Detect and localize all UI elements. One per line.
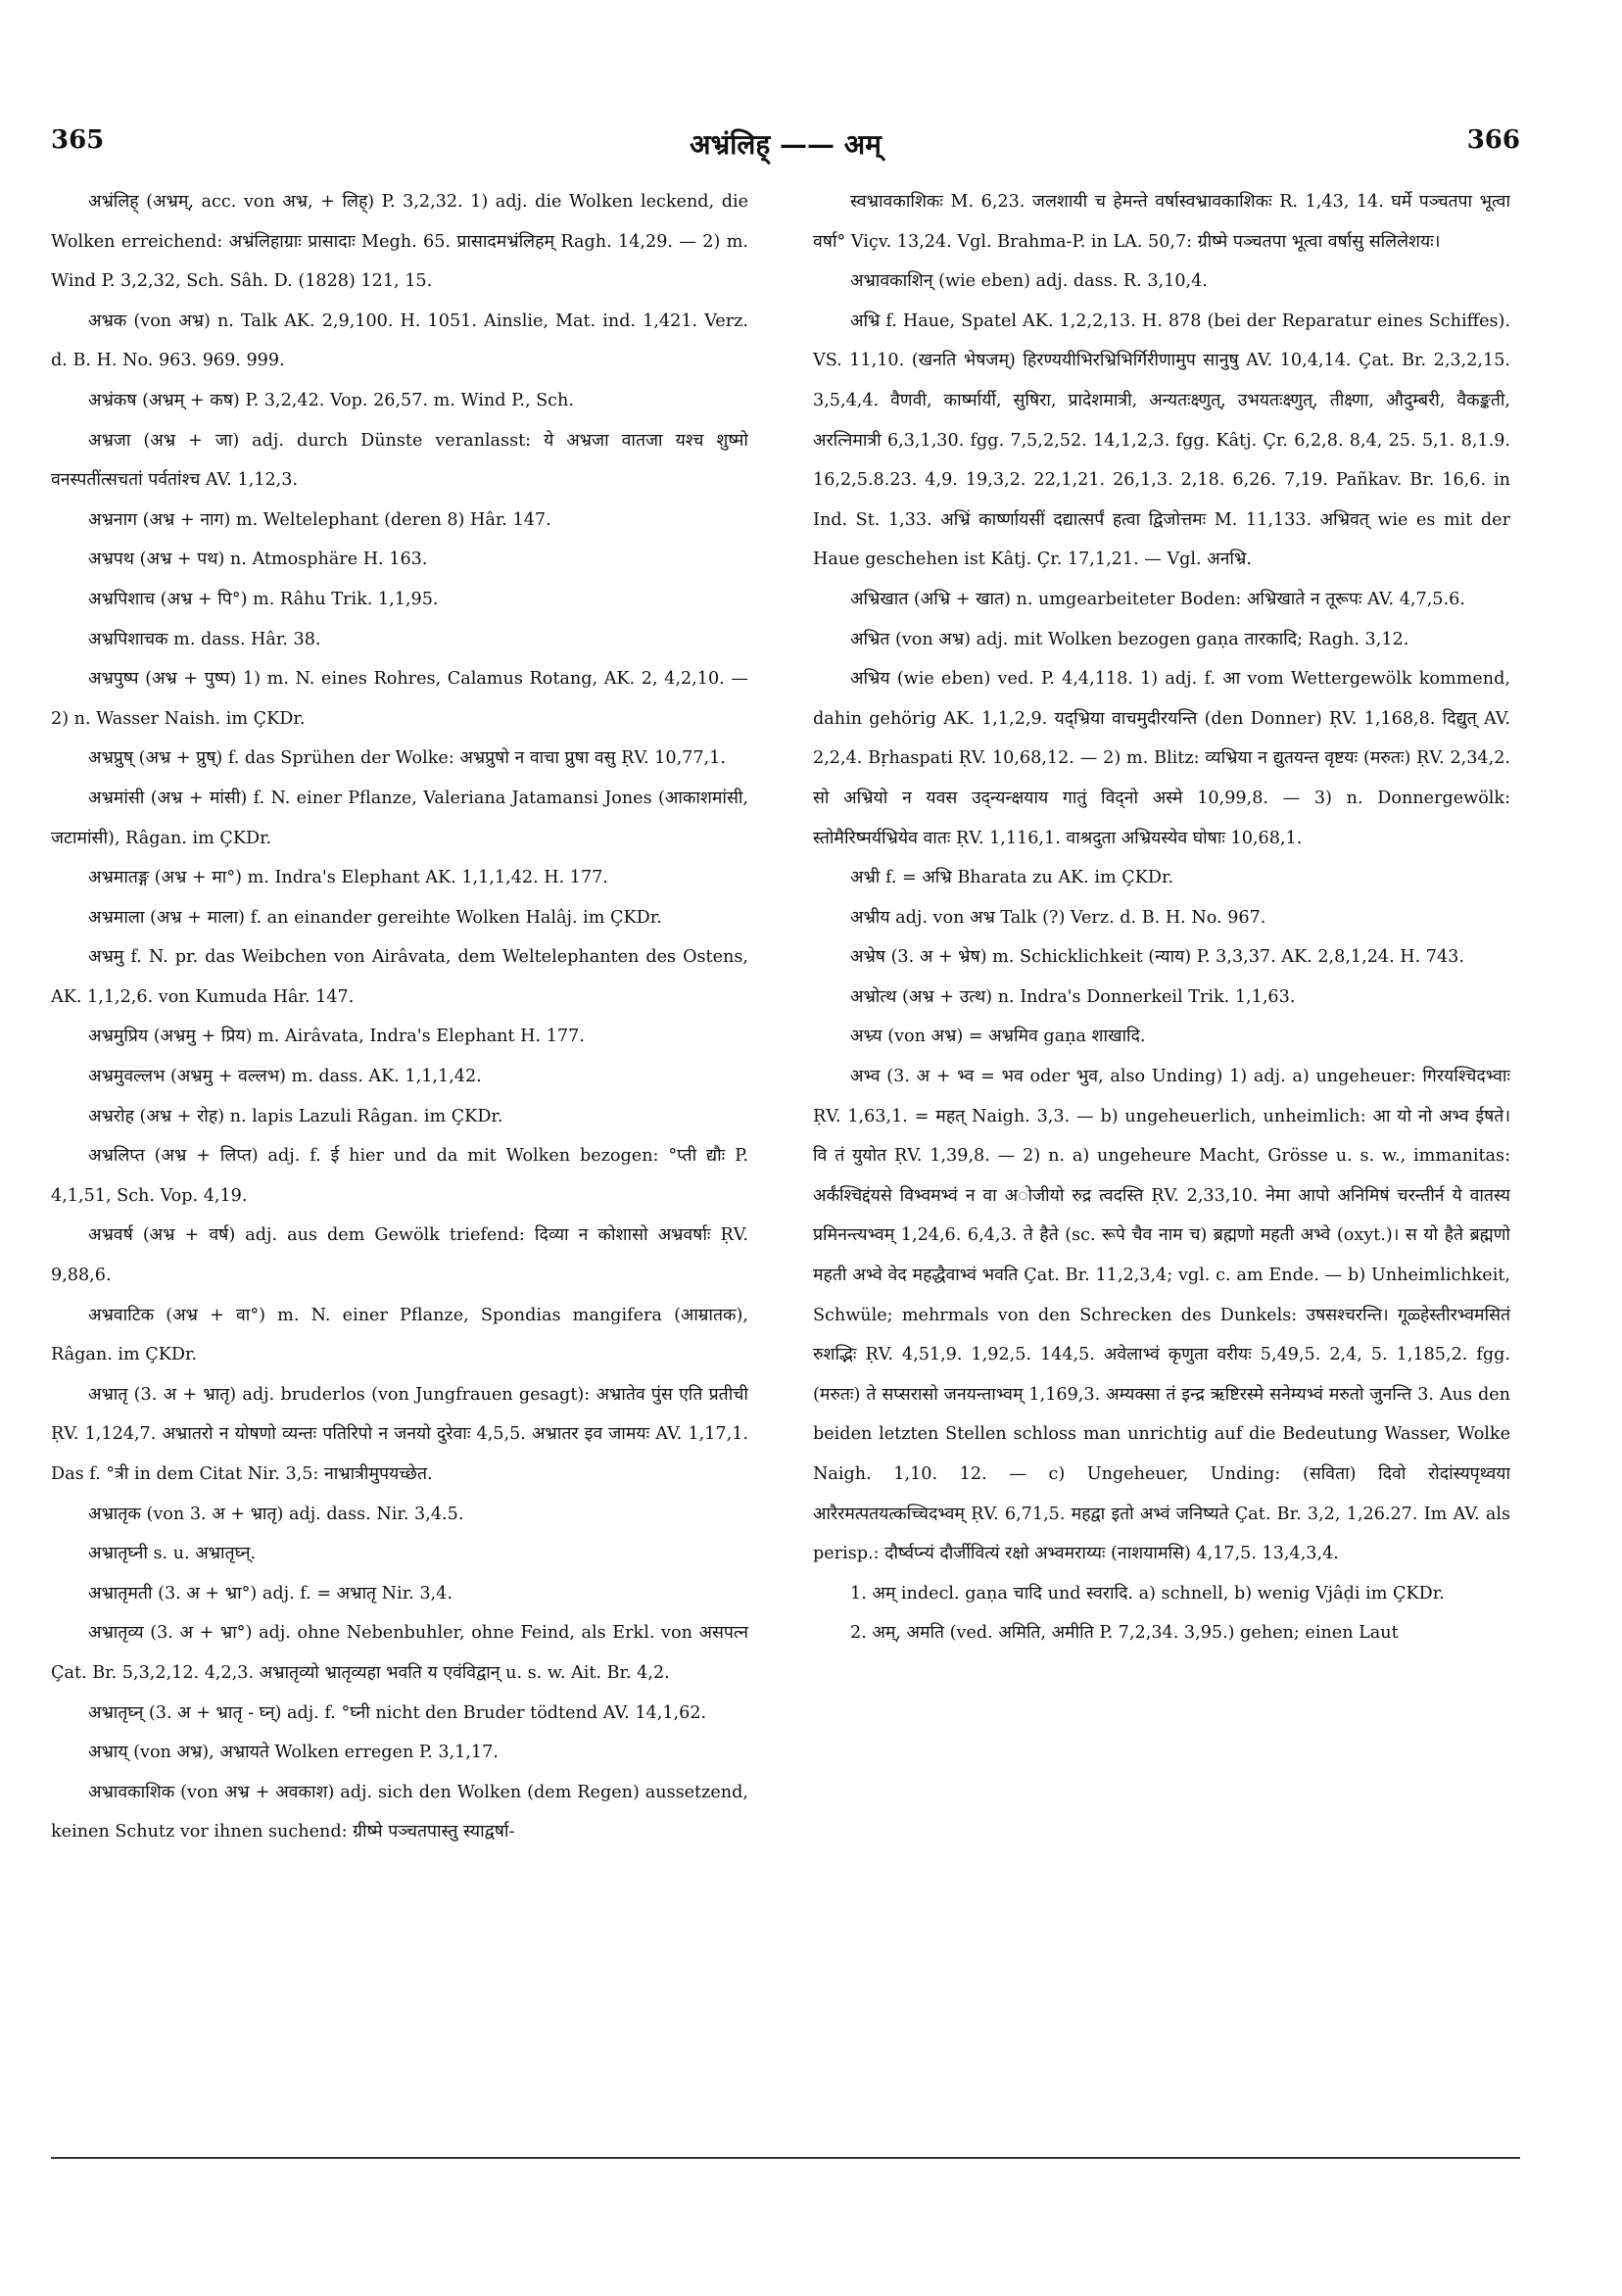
dictionary-entry: अभ्रवर्ष (अभ्र + वर्ष) adj. aus dem Gewölk triefend: दिव्या न कोशासो अभ्रवर्षाः ṚV. 9,88,6. bbox=[51, 1225, 748, 1286]
dictionary-entry: अभ्रपिशाचक m. dass. Hâr. 38. bbox=[88, 629, 321, 649]
dictionary-entry: अभ्रातृमती (3. अ + भ्रा°) adj. f. = अभ्रातृ Nir. 3,4. bbox=[88, 1583, 453, 1603]
dictionary-entry: अभ्रमुप्रिय (अभ्रमु + प्रिय) m. Airâvata, Indra's Elephant H. 177. bbox=[88, 1027, 585, 1047]
dictionary-entry: अभ्रनाग (अभ्र + नाग) m. Weltelephant (deren 8) Hâr. 147. bbox=[88, 509, 551, 530]
dictionary-entry: अभ्रमु f. N. pr. das Weibchen von Airâvata, dem Weltelephanten des Ostens, AK. 1,1,2,6. von Kumuda Hâr. 147. bbox=[51, 947, 748, 1007]
dictionary-entry: 1. अम् indecl. gaṇa चादि und स्वरादि. a) schnell, b) wenig Vjâḍi im ÇKDr. bbox=[850, 1583, 1445, 1603]
dictionary-entry: अभ्रमुवल्लभ (अभ्रमु + वल्लभ) m. dass. AK. 1,1,1,42. bbox=[88, 1067, 482, 1087]
dictionary-entry: अभ्रि f. Haue, Spatel AK. 1,2,2,13. H. 878 (bei der Reparatur eines Schiffes). VS. 11,10. (खनति भेषजम्) हिरण्ययीभिरभ्रिभिर्गिरीणामुप सानुषु AV. 10,4,14. Çat. Br. 2,3,2,15. 3,5,4,4. वैणवी, कार्ष्मार्यी, सुषिरा, प्रादेशमात्री, अन्यतःक्ष्णुत्, उभयतःक्ष्णुत्, तीक्ष्णा, औदुम्बरी, वैकङ्कती, अरत्निमात्री 6,3,1,30. fgg. 7,5,2,52. 14,1,2,3. fgg. Kâtj. Çr. 6,2,8. 8,4, 25. 5,1. 8,1.9. 16,2,5.8.23. 4,9. 19,3,2. 22,1,21. 26,1,3. 2,18. 6,26. 7,19. Pañkav. Br. 16,6. in Ind. St. 1,33. अभ्रिं कार्ष्णायसीं दद्यात्सर्पं हत्वा द्विजोत्तमः M. 11,133. अभ्रिवत् wie es mit der Haue geschehen ist Kâtj. Çr. 17,1,21. — Vgl. अनभ्रि. bbox=[813, 311, 1510, 570]
dictionary-entry: अभ्र्य (von अभ्र) = अभ्रमिव gaṇa शाखादि. bbox=[850, 1027, 1146, 1047]
running-head: अभ्रंलिह् —— अम् bbox=[690, 128, 882, 161]
page-number-right: 366 bbox=[1466, 125, 1520, 155]
dictionary-entry: अभ्रक (von अभ्र) n. Talk AK. 2,9,100. H. 1051. Ainslie, Mat. ind. 1,421. Verz. d. B. H. No. 963. 969. 999. bbox=[51, 311, 748, 371]
dictionary-entry: अभ्रंकष (अभ्रम् + कष) P. 3,2,42. Vop. 26,57. m. Wind P., Sch. bbox=[88, 390, 574, 410]
dictionary-entry: अभ्रपथ (अभ्र + पथ) n. Atmosphäre H. 163. bbox=[88, 550, 428, 570]
page-number-left: 365 bbox=[51, 125, 105, 155]
dictionary-entry: स्वभ्रावकाशिकः M. 6,23. जलशायी च हेमन्ते वर्षास्वभ्रावकाशिकः R. 1,43, 14. घर्मे पञ्चतपा भूत्वा वर्षा° Viçv. 13,24. Vgl. Brahma-P. in LA. 50,7: ग्रीष्मे पञ्चतपा भूत्वा वर्षासु सलिलेशयः। bbox=[813, 192, 1510, 252]
dictionary-entry: अभ्राय् (von अभ्र), अभ्रायते Wolken erregen P. 3,1,17. bbox=[88, 1743, 499, 1763]
dictionary-entry: अभ्रित (von अभ्र) adj. mit Wolken bezogen gaṇa तारकादि; Ragh. 3,12. bbox=[850, 629, 1409, 649]
dictionary-entry: अभ्रातृव्य (3. अ + भ्रा°) adj. ohne Nebenbuhler, ohne Feind, als Erkl. von असपत्न Çat. Br. 5,3,2,12. 4,2,3. अभ्रातृव्यो भ्रातृव्यहा भवति य एवंविद्वान् u. s. w. Ait. Br. 4,2. bbox=[51, 1623, 748, 1683]
dictionary-entry: अभ्रीय adj. von अभ्र Talk (?) Verz. d. B. H. No. 967. bbox=[850, 907, 1266, 928]
dictionary-entry: अभ्रजा (अभ्र + जा) adj. durch Dünste veranlasst: ये अभ्रजा वातजा यश्च शुष्मो वनस्पतींत्सचतां पर्वतांश्च AV. 1,12,3. bbox=[51, 430, 748, 491]
dictionary-entry: 2. अम्, अमति (ved. अमिति, अमीति P. 7,2,34. 3,95.) gehen; einen Laut bbox=[850, 1623, 1399, 1644]
dictionary-entry: अभ्रमांसी (अभ्र + मांसी) f. N. einer Pflanze, Valeriana Jatamansi Jones (आकाशमांसी, जटामांसी), Râgan. im ÇKDr. bbox=[51, 788, 748, 848]
dictionary-entry: अभ्रातृक (von 3. अ + भ्रातृ) adj. dass. Nir. 3,4.5. bbox=[88, 1504, 464, 1524]
page-header bbox=[51, 125, 1520, 174]
dictionary-entry: अभ्रातृघ्नी s. u. अभ्रातृघ्न्. bbox=[88, 1544, 257, 1564]
dictionary-entry: अभ्री f. = अभ्रि Bharata zu AK. im ÇKDr. bbox=[850, 868, 1174, 888]
left-column bbox=[51, 182, 748, 1936]
dictionary-entry: अभ्रपुष्प (अभ्र + पुष्प) 1) m. N. eines Rohres, Calamus Rotang, AK. 2, 4,2,10. — 2) n. Wasser Naish. im ÇKDr. bbox=[51, 669, 748, 729]
dictionary-entry: अभ्रमाला (अभ्र + माला) f. an einander gereihte Wolken Halâj. im ÇKDr. bbox=[88, 907, 662, 928]
dictionary-entry: अभ्रातृ (3. अ + भ्रातृ) adj. bruderlos (von Jungfrauen gesagt): अभ्रातेव पुंस एति प्रतीची ṚV. 1,124,7. अभ्रातरो न योषणो व्यन्तः पतिरिपो न जनयो दुरेवाः 4,5,5. अभ्रातर इव जामयः AV. 1,17,1. Das f. °त्री in dem Citat Nir. 3,5: नाभ्रात्रीमुपयच्छेत. bbox=[51, 1384, 748, 1484]
footer-rule bbox=[51, 2157, 1520, 2159]
dictionary-entry: अभ्रोत्थ (अभ्र + उत्थ) n. Indra's Donnerkeil Trik. 1,1,63. bbox=[850, 986, 1296, 1007]
dictionary-entry: अभ्रातृघ्न् (3. अ + भ्रातृ - घ्न्) adj. f. °घ्नी nicht den Bruder tödtend AV. 14,1,62. bbox=[88, 1702, 707, 1723]
dictionary-entry: अभ्रलिप्त (अभ्र + लिप्त) adj. f. ई hier und da mit Wolken bezogen: °प्ती द्यौः P. 4,1,51, Sch. Vop. 4,19. bbox=[51, 1146, 748, 1206]
dictionary-entry: अभ्रावकाशिक (von अभ्र + अवकाश) adj. sich den Wolken (dem Regen) aussetzend, keinen Schutz vor ihnen suchend: ग्रीष्मे पञ्चतपास्तु स्याद्वर्षा- bbox=[51, 1782, 748, 1842]
dictionary-entry: अभ्ररोह (अभ्र + रोह) n. lapis Lazuli Râgan. im ÇKDr. bbox=[88, 1106, 503, 1126]
dictionary-entry: अभ्रंलिह् (अभ्रम्, acc. von अभ्र, + लिह्) P. 3,2,32. 1) adj. die Wolken leckend, die Wolken erreichend: अभ्रंलिहाग्राः प्रासादाः Megh. 65. प्रासादमभ्रंलिहम् Ragh. 14,29. — 2) m. Wind P. 3,2,32, Sch. Sâh. D. (1828) 121, 15. bbox=[51, 192, 748, 292]
dictionary-entry: अभ्रमातङ्ग (अभ्र + मा°) m. Indra's Elephant AK. 1,1,1,42. H. 177. bbox=[88, 868, 608, 888]
dictionary-entry: अभ्रवाटिक (अभ्र + वा°) m. N. einer Pflanze, Spondias mangifera (आम्रातक), Râgan. im ÇKDr. bbox=[51, 1305, 748, 1365]
right-column bbox=[813, 182, 1510, 1936]
dictionary-entry: अभ्रेष (3. अ + भ्रेष) m. Schicklichkeit (न्याय) P. 3,3,37. AK. 2,8,1,24. H. 743. bbox=[850, 947, 1464, 968]
dictionary-entry: अभ्रावकाशिन् (wie eben) adj. dass. R. 3,10,4. bbox=[850, 271, 1208, 292]
dictionary-entry: अभ्व (3. अ + भ्व = भव oder भुव, also Unding) 1) adj. a) ungeheuer: गिरयश्चिदभ्वाः ṚV. 1,63,1. = महत् Naigh. 3,3. — b) ungeheuerlich, unheimlich: आ यो नो अभ्व ईषते। वि तं युयोत ṚV. 1,39,8. — 2) n. a) ungeheure Macht, Grösse u. s. w., immanitas: अर्कंश्चिद्दंयसे विभ्वमभ्वं न वा अोजीयो रुद्र त्वदस्ति ṚV. 2,33,10. नेमा आपो अनिमिषं चरन्तीर्न ये वातस्य प्रमिनन्त्यभ्वम् 1,24,6. 6,4,3. ते हैते (sc. रूपे चैव नाम च) ब्रह्मणो महती अभ्वे (oxyt.)। स यो हैते ब्रह्मणो महती अभ्वे वेद महद्धैवाभ्वं भवति Çat. Br. 11,2,3,4; vgl. c. am Ende. — b) Unheimlichkeit, Schwüle; mehrmals von den Schrecken des Dunkels: उषसश्चरन्ति। गूळ्हेस्तीरभ्वमसितं रुशद्भिः ṚV. 4,51,9. 1,92,5. 144,5. अवेलाभ्वं कृणुता वरीयः 5,49,5. 2,4, 5. 1,185,2. fgg. (मरुतः) ते सप्सरासो जनयन्ताभ्वम् 1,169,3. अम्यक्सा तं इन्द्र ऋष्टिरस्मे सनेम्यभ्वं मरुतो जुनन्ति 3. Aus den beiden letzten Stellen schloss man unrichtig auf die Bedeutung Wasser, Wolke Naigh. 1,10. 12. — c) Ungeheuer, Unding: (सविता) दिवो रोदांस्यपृथ्वया आरैरमत्पतयत्कच्चिदभ्वम् ṚV. 6,71,5. महद्वा इतो अभ्वं जनिष्यते Çat. Br. 3,2, 1,26.27. Im AV. als perisp.: दौर्ष्वप्न्यं दौर्जीवित्यं रक्षो अभ्वमराय्यः (नाशयामसि) 4,17,5. 13,4,3,4. bbox=[813, 1067, 1510, 1564]
dictionary-entry: अभ्रिखात (अभ्रि + खात) n. umgearbeiteter Boden: अभ्रिखाते न तूरूपः AV. 4,7,5.6. bbox=[850, 589, 1465, 609]
dictionary-entry: अभ्रप्रुष् (अभ्र + प्रुष्) f. das Sprühen der Wolke: अभ्रप्रुषो न वाचा प्रुषा वसु ṚV. 10,77,1. bbox=[88, 748, 726, 769]
dictionary-entry: अभ्रपिशाच (अभ्र + पि°) m. Râhu Trik. 1,1,95. bbox=[88, 589, 439, 609]
dictionary-entry: अभ्रिय (wie eben) ved. P. 4,4,118. 1) adj. f. आ vom Wettergewölk kommend, dahin gehörig AK. 1,1,2,9. यद्भ्रिया वाचमुदीरयन्ति (den Donner) ṚV. 1,168,8. दिद्युत् AV. 2,2,4. Bṛhaspati ṚV. 10,68,12. — 2) m. Blitz: व्यभ्रिया न द्युतयन्त वृष्टयः (मरुतः) ṚV. 2,34,2. सो अभ्रियो न यवस उद्न्यन्क्षयाय गातुं विद्नो अस्मे 10,99,8. — 3) n. Donnergewölk: स्तोमैरिष्मर्यभ्रियेव वातः ṚV. 1,116,1. वाश्रदुता अभ्रियस्येव घोषाः 10,68,1. bbox=[813, 669, 1510, 848]
